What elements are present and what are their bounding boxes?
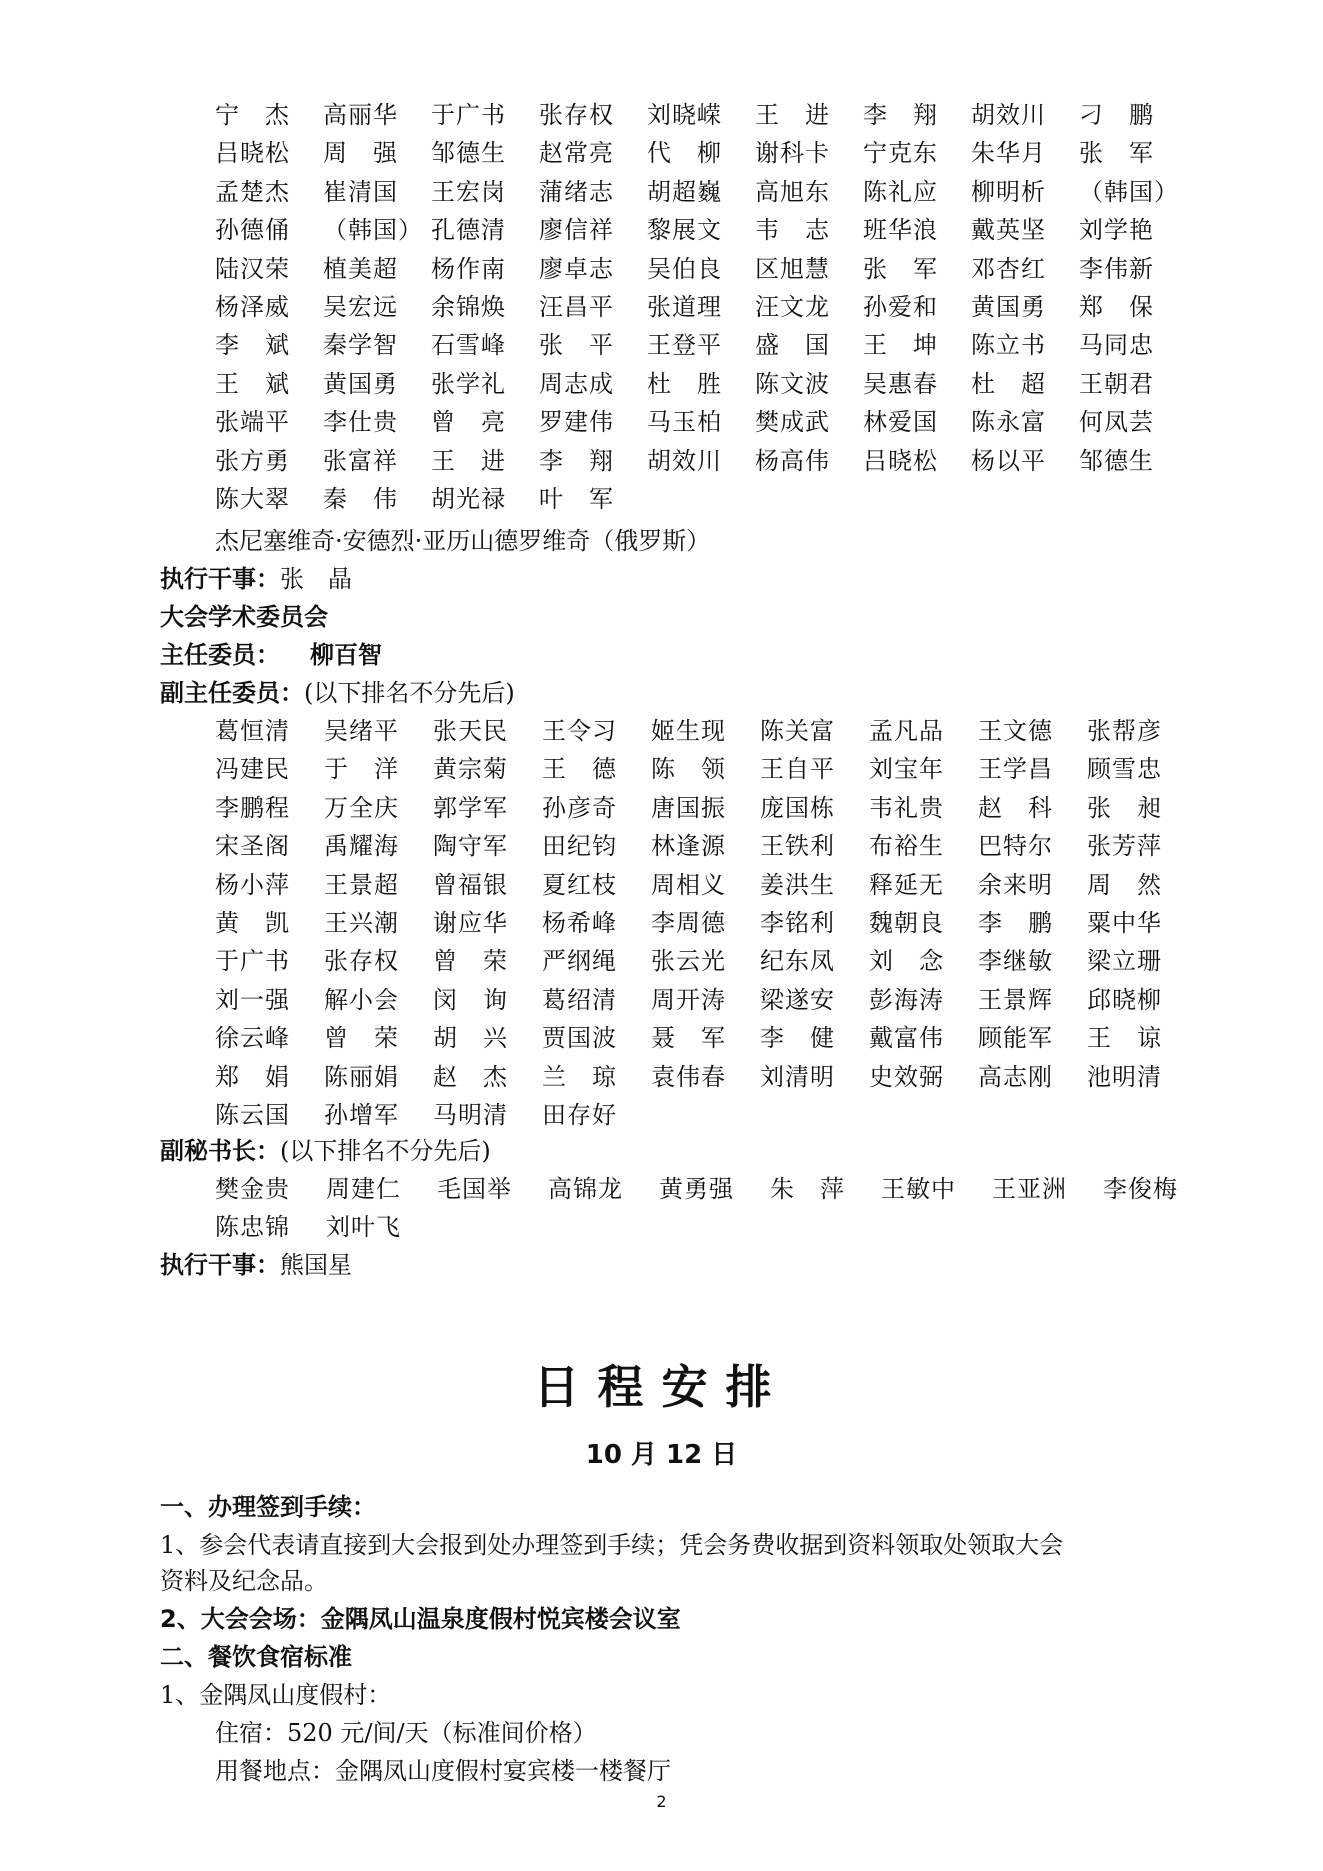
person-name: 杨希峰 <box>542 909 617 937</box>
person-name: 宁克东 <box>863 139 938 168</box>
person-name: 杨以平 <box>971 446 1046 475</box>
person-name: 孙增军 <box>324 1101 399 1129</box>
person-name: 邹德生 <box>1079 446 1154 475</box>
person-name: 高丽华 <box>323 101 398 129</box>
person-name: 袁伟春 <box>651 1062 726 1091</box>
person-name: 植美超 <box>323 254 398 283</box>
person-name: 林爱国 <box>863 408 938 437</box>
person-name: 孔德清 <box>431 216 506 245</box>
person-name: 黄勇强 <box>659 1175 734 1203</box>
deputy-secretary-note: (以下排名不分先后) <box>280 1137 491 1165</box>
person-name: 杨作南 <box>431 254 506 283</box>
person-name: 池明清 <box>1087 1062 1162 1091</box>
person-name: 葛绍清 <box>542 985 617 1014</box>
person-name: 叶 军 <box>539 485 614 513</box>
person-name: 吕晓松 <box>863 446 938 475</box>
exec-officer-value: 熊国星 <box>280 1251 352 1279</box>
schedule-title: 日程安排 <box>533 1360 790 1414</box>
vice-chair-line <box>160 674 515 712</box>
person-name: 闵 询 <box>433 985 508 1014</box>
person-name: 葛恒清 <box>215 717 290 745</box>
person-name: 陈丽娟 <box>324 1062 399 1091</box>
person-name: 张方勇 <box>215 446 290 475</box>
person-name: 曾 亮 <box>431 408 506 437</box>
foreign-member: 杰尼塞维奇·安德烈·亚历山德罗维奇（俄罗斯） <box>215 527 711 555</box>
person-name: 曾福银 <box>433 870 508 899</box>
person-name: 张芳萍 <box>1087 832 1162 861</box>
paragraph-line: 资料及纪念品。 <box>160 1567 328 1595</box>
person-name: 周志成 <box>539 369 614 398</box>
person-name: 布裕生 <box>869 832 944 861</box>
person-name: 于广书 <box>431 101 506 129</box>
person-name: 谢科卡 <box>755 139 830 168</box>
person-name: 魏朝良 <box>869 909 944 937</box>
person-name: 杨小萍 <box>215 870 290 899</box>
person-name: 汪文龙 <box>755 293 830 321</box>
person-name: 陈云国 <box>215 1101 290 1129</box>
person-name: 顾雪忠 <box>1087 755 1162 784</box>
person-name: 李铭利 <box>760 909 835 937</box>
person-name: 胡效川 <box>647 446 722 475</box>
academic-committee-title: 大会学术委员会 <box>160 603 328 631</box>
person-name: 聂 军 <box>651 1024 726 1053</box>
deputy-secretary-label: 副秘书长： <box>160 1137 280 1165</box>
person-name: 梁遂安 <box>760 985 835 1014</box>
person-name: 吴绪平 <box>324 717 399 745</box>
person-name: 李仕贵 <box>323 408 398 437</box>
person-name: 于广书 <box>215 947 290 976</box>
person-name: 王 斌 <box>215 369 290 398</box>
person-name: 刘 念 <box>869 947 944 976</box>
person-name: 禹耀海 <box>324 832 399 861</box>
person-name: 高旭东 <box>755 177 830 206</box>
person-name: 王学昌 <box>978 755 1053 784</box>
person-name: 田纪钧 <box>542 832 617 861</box>
person-name: 巴特尔 <box>978 832 1053 861</box>
person-name: 赵 科 <box>978 793 1053 822</box>
person-name: 孟凡品 <box>869 717 944 745</box>
person-name: 陈关富 <box>760 717 835 745</box>
person-name: 余来明 <box>978 870 1053 899</box>
person-name: 秦 伟 <box>323 485 398 513</box>
person-name: 张存权 <box>539 101 614 129</box>
person-name: 廖卓志 <box>539 254 614 283</box>
person-name: 黎展文 <box>647 216 722 245</box>
person-name: 严纲绳 <box>542 947 617 976</box>
person-name: 朱华月 <box>971 139 1046 168</box>
person-name: 戴富伟 <box>869 1024 944 1053</box>
person-name: 陈永富 <box>971 408 1046 437</box>
person-name: 张存权 <box>324 947 399 976</box>
person-name: 张 军 <box>1079 139 1154 168</box>
section-title: 二、餐饮食宿标准 <box>160 1643 352 1671</box>
person-name: 戴英坚 <box>971 216 1046 245</box>
exec-officer-label: 执行干事： <box>160 1251 280 1279</box>
exec-officer-value: 张 晶 <box>280 565 352 593</box>
person-name: 田存好 <box>542 1101 617 1129</box>
person-name: 汪昌平 <box>539 293 614 321</box>
person-name: 王宏岗 <box>431 177 506 206</box>
person-name: 陈 领 <box>651 755 726 784</box>
person-name: 史效弼 <box>869 1062 944 1091</box>
person-name: 周 强 <box>323 139 398 168</box>
person-name: 马同忠 <box>1079 331 1154 360</box>
person-name: 张富祥 <box>323 446 398 475</box>
person-name: 刁 鹏 <box>1079 101 1154 129</box>
person-name: 曾 荣 <box>324 1024 399 1053</box>
person-name: 陆汉荣 <box>215 254 290 283</box>
person-name: 王登平 <box>647 331 722 360</box>
person-name: 谢应华 <box>433 909 508 937</box>
person-name: 赵 杰 <box>433 1062 508 1091</box>
person-name: 余锦焕 <box>431 293 506 321</box>
person-name: 朱 萍 <box>770 1175 845 1203</box>
person-name: 冯建民 <box>215 755 290 784</box>
person-name: 刘学艳 <box>1079 216 1154 245</box>
person-name: 区旭慧 <box>755 254 830 283</box>
person-name: 韦礼贵 <box>869 793 944 822</box>
person-name: 李 健 <box>760 1024 835 1053</box>
person-name: 秦学智 <box>323 331 398 360</box>
person-name: 胡超巍 <box>647 177 722 206</box>
person-name: 张帮彦 <box>1087 717 1162 745</box>
person-name: 郑 娟 <box>215 1062 290 1091</box>
vice-chair-note: (以下排名不分先后) <box>304 679 515 707</box>
exec-officer-line <box>160 1246 352 1284</box>
person-name: 陈文波 <box>755 369 830 398</box>
person-name: 黄国勇 <box>971 293 1046 321</box>
person-name: 周开涛 <box>651 985 726 1014</box>
person-name: 孟楚杰 <box>215 177 290 206</box>
person-name: 胡效川 <box>971 101 1046 129</box>
person-name: 王文德 <box>978 717 1053 745</box>
person-name: 韦 志 <box>755 216 830 245</box>
person-name: 李伟新 <box>1079 254 1154 283</box>
person-name: 刘叶飞 <box>326 1213 401 1241</box>
person-name: 班华浪 <box>863 216 938 245</box>
person-name: 王 谅 <box>1087 1024 1162 1053</box>
person-name: 柳明析 <box>971 177 1046 206</box>
person-name: 粟中华 <box>1087 909 1162 937</box>
person-name: 张端平 <box>215 408 290 437</box>
person-name: 陈忠锦 <box>215 1213 290 1241</box>
person-name: 黄宗菊 <box>433 755 508 784</box>
person-name: 王铁利 <box>760 832 835 861</box>
paragraph-line: 1、参会代表请直接到大会报到处办理签到手续；凭会务费收据到资料领取处领取大会 <box>160 1531 1064 1559</box>
person-name: 王景超 <box>324 870 399 899</box>
venue-line: 2、大会会场：金隅凤山温泉度假村悦宾楼会议室 <box>160 1605 681 1633</box>
person-name: 周建仁 <box>326 1175 401 1203</box>
list-item: 1、金隅凤山度假村： <box>160 1681 392 1709</box>
person-name: 吕晓松 <box>215 139 290 168</box>
person-name: 万全庆 <box>324 793 399 822</box>
person-name: 陈立书 <box>971 331 1046 360</box>
person-name: 黄 凯 <box>215 909 290 937</box>
person-name: 于 洋 <box>324 755 399 784</box>
person-name: 盛 国 <box>755 331 830 360</box>
person-name: 刘一强 <box>215 985 290 1014</box>
person-name: 王敏中 <box>881 1175 956 1203</box>
person-name: 姜洪生 <box>760 870 835 899</box>
person-name: 曾 荣 <box>433 947 508 976</box>
person-name: 李鹏程 <box>215 793 290 822</box>
person-name: 何凤芸 <box>1079 408 1154 437</box>
person-name: 孙彦奇 <box>542 793 617 822</box>
person-name: 樊金贵 <box>215 1175 290 1203</box>
person-name: 解小会 <box>324 985 399 1014</box>
person-name: 王 进 <box>431 446 506 475</box>
person-name: 李 鹏 <box>978 909 1053 937</box>
deputy-secretary-line <box>160 1132 491 1170</box>
dining-line: 用餐地点：金隅凤山度假村宴宾楼一楼餐厅 <box>215 1757 671 1785</box>
person-name: 樊成武 <box>755 408 830 437</box>
person-name: 纪东凤 <box>760 947 835 976</box>
person-name: （韩国） <box>323 216 423 245</box>
person-name: 王 德 <box>542 755 617 784</box>
person-name: 王 坤 <box>863 331 938 360</box>
person-name: 胡 兴 <box>433 1024 508 1053</box>
person-name: 吴伯良 <box>647 254 722 283</box>
person-name: 宋圣阁 <box>215 832 290 861</box>
person-name: 夏红枝 <box>542 870 617 899</box>
person-name: 马明清 <box>433 1101 508 1129</box>
person-name: 高志刚 <box>978 1062 1053 1091</box>
person-name: 郑 保 <box>1079 293 1154 321</box>
person-name: 贾国波 <box>542 1024 617 1053</box>
person-name: 李 翔 <box>539 446 614 475</box>
person-name: 刘宝年 <box>869 755 944 784</box>
section-title: 一、办理签到手续： <box>160 1493 376 1521</box>
schedule-date: 10 月 12 日 <box>585 1440 738 1470</box>
person-name: 陈大翠 <box>215 485 290 513</box>
person-name: 黄国勇 <box>323 369 398 398</box>
person-name: 兰 琼 <box>542 1062 617 1091</box>
person-name: 李继敏 <box>978 947 1053 976</box>
exec-officer-line <box>160 560 352 598</box>
person-name: 高锦龙 <box>548 1175 623 1203</box>
person-name: 崔清国 <box>323 177 398 206</box>
person-name: 周相义 <box>651 870 726 899</box>
person-name: （韩国） <box>1079 177 1179 206</box>
person-name: 刘晓嵘 <box>647 101 722 129</box>
person-name: 孙德俑 <box>215 216 290 245</box>
person-name: 廖信祥 <box>539 216 614 245</box>
person-name: 释延无 <box>869 870 944 899</box>
person-name: 唐国振 <box>651 793 726 822</box>
person-name: 彭海涛 <box>869 985 944 1014</box>
person-name: 马玉柏 <box>647 408 722 437</box>
person-name: 杨泽威 <box>215 293 290 321</box>
person-name: 杜 超 <box>971 369 1046 398</box>
person-name: 张天民 <box>433 717 508 745</box>
person-name: 陈礼应 <box>863 177 938 206</box>
person-name: 王朝君 <box>1079 369 1154 398</box>
person-name: 王自平 <box>760 755 835 784</box>
page-number: 2 <box>656 1792 667 1811</box>
vice-chair-label: 副主任委员： <box>160 679 304 707</box>
person-name: 宁 杰 <box>215 101 290 129</box>
person-name: 罗建伟 <box>539 408 614 437</box>
person-name: 杨高伟 <box>755 446 830 475</box>
person-name: 王令习 <box>542 717 617 745</box>
chair-value: 柳百智 <box>310 641 382 669</box>
person-name: 刘清明 <box>760 1062 835 1091</box>
person-name: 张 平 <box>539 331 614 360</box>
person-name: 王 进 <box>755 101 830 129</box>
person-name: 邹德生 <box>431 139 506 168</box>
person-name: 顾能军 <box>978 1024 1053 1053</box>
lodging-line: 住宿：520 元/间/天（标准间价格） <box>215 1719 597 1747</box>
person-name: 吴惠春 <box>863 369 938 398</box>
person-name: 李 斌 <box>215 331 290 360</box>
person-name: 张道理 <box>647 293 722 321</box>
person-name: 姬生现 <box>651 717 726 745</box>
person-name: 李俊梅 <box>1103 1175 1178 1203</box>
chair-line <box>160 636 382 674</box>
person-name: 王景辉 <box>978 985 1053 1014</box>
person-name: 吴宏远 <box>323 293 398 321</box>
person-name: 林逢源 <box>651 832 726 861</box>
person-name: 周 然 <box>1087 870 1162 899</box>
person-name: 张学礼 <box>431 369 506 398</box>
person-name: 张 昶 <box>1087 793 1162 822</box>
person-name: 邱晓柳 <box>1087 985 1162 1014</box>
person-name: 毛国举 <box>437 1175 512 1203</box>
person-name: 孙爱和 <box>863 293 938 321</box>
chair-label: 主任委员： <box>160 641 280 669</box>
person-name: 陶守军 <box>433 832 508 861</box>
person-name: 王亚洲 <box>992 1175 1067 1203</box>
exec-officer-label: 执行干事： <box>160 565 280 593</box>
person-name: 赵常亮 <box>539 139 614 168</box>
person-name: 代 柳 <box>647 139 722 168</box>
person-name: 郭学军 <box>433 793 508 822</box>
person-name: 张云光 <box>651 947 726 976</box>
person-name: 王兴潮 <box>324 909 399 937</box>
person-name: 蒲绪志 <box>539 177 614 206</box>
person-name: 邓杏红 <box>971 254 1046 283</box>
person-name: 李 翔 <box>863 101 938 129</box>
person-name: 梁立珊 <box>1087 947 1162 976</box>
person-name: 张 军 <box>863 254 938 283</box>
person-name: 李周德 <box>651 909 726 937</box>
person-name: 胡光禄 <box>431 485 506 513</box>
person-name: 石雪峰 <box>431 331 506 360</box>
person-name: 杜 胜 <box>647 369 722 398</box>
person-name: 徐云峰 <box>215 1024 290 1053</box>
person-name: 庞国栋 <box>760 793 835 822</box>
